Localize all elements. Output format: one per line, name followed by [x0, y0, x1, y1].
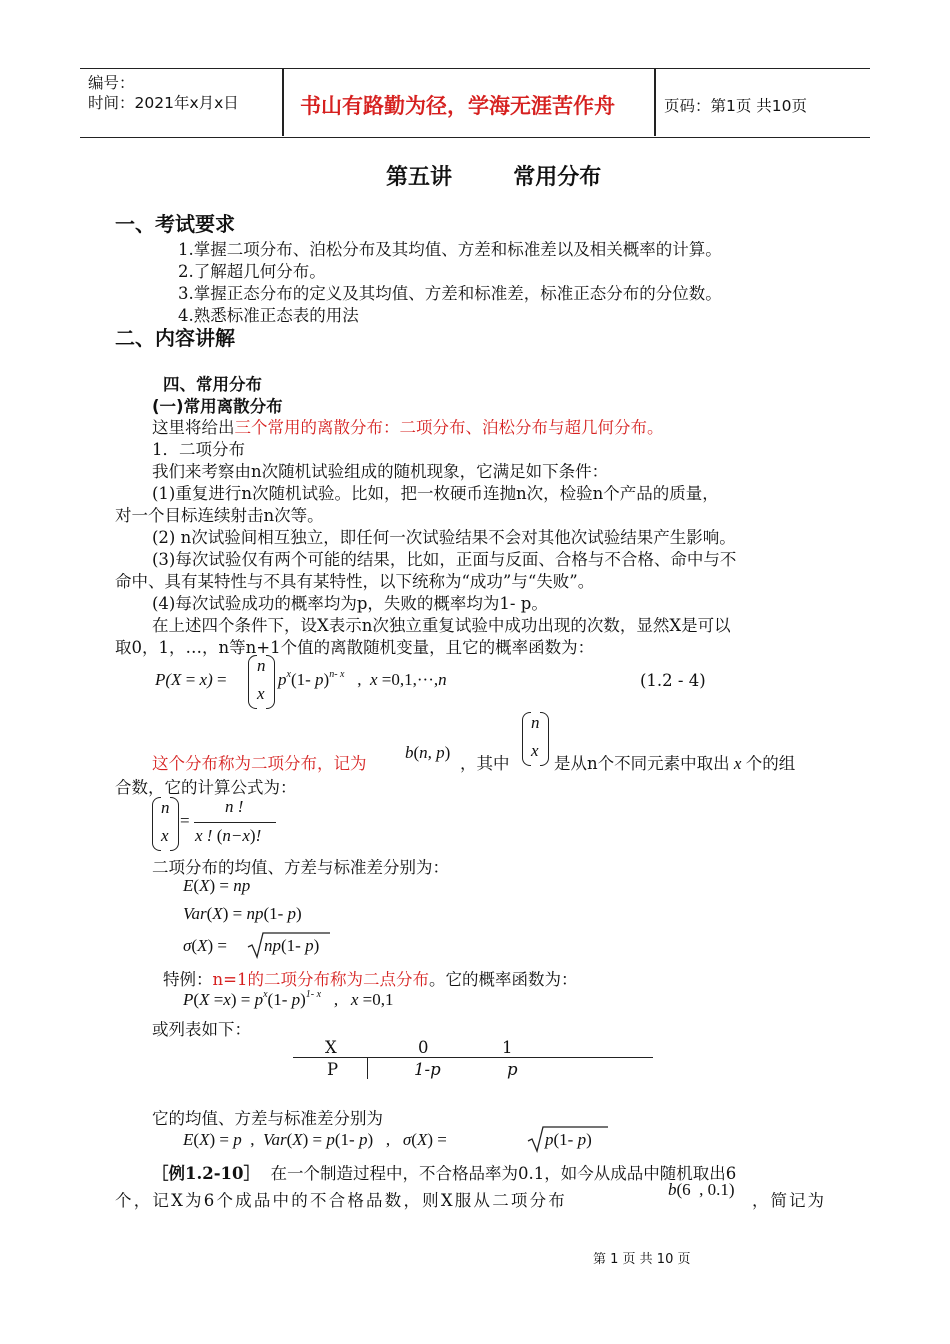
binomial-where: ，其中 — [460, 754, 510, 773]
paragraph: 在上述四个条件下，设X表示n次独立重复试验中成功出现的次数，显然X是可以 — [152, 616, 731, 635]
requirement-item: 2.了解超几何分布。 — [178, 262, 326, 281]
condition-1-cont: 对一个目标连续射击n次等。 — [115, 506, 324, 525]
table-head-1: 1 — [502, 1038, 513, 1057]
paragraph: 合数，它的计算公式为： — [115, 778, 297, 797]
section-heading: 二、内容讲解 — [115, 326, 235, 350]
header-code: 编号： — [88, 74, 135, 92]
intro-highlight: 三个常用的离散分布：二项分布、泊松分布与超几何分布。 — [234, 418, 664, 437]
table-head-x: X — [325, 1038, 337, 1057]
header-divider — [654, 68, 656, 136]
requirement-item: 3.掌握正态分布的定义及其均值、方差和标准差，标准正态分布的分位数。 — [178, 284, 722, 303]
fraction-bar — [194, 822, 276, 823]
binomial-named: 这个分布称为二项分布，记为 — [152, 754, 367, 773]
table-cell: p — [507, 1060, 518, 1079]
condition-1: (1)重复进行n次随机试验。比如，把一枚硬币连抛n次，检验n个产品的质量， — [152, 484, 719, 503]
binom-paren-left — [522, 712, 531, 766]
binom-n: n — [531, 713, 540, 732]
intro-text: 这里将给出 — [152, 418, 235, 437]
formula-mean: E(X) = np — [183, 876, 251, 895]
binomial-desc-text: 是从n个不同元素中取出 — [554, 754, 730, 773]
intro-line — [152, 414, 664, 438]
formula-variance: Var(X) = np(1- p) — [183, 904, 302, 923]
condition-3: (3)每次试验仅有两个可能的结果，比如，正面与反面、合格与不合格、命中与不 — [152, 550, 737, 569]
binom-paren-left — [248, 655, 257, 709]
var-x: x — [729, 754, 746, 773]
page-footer: 第 1 页 共 10 页 — [593, 1252, 691, 1267]
formula-two-point: $P(X =x) = p^x(1-$ p)$^{1- x}$ , x =0,1 — [183, 989, 394, 1009]
equation-number: (1.2 - 4) — [640, 671, 706, 690]
fraction-denominator: x ! (n−x)! — [195, 826, 262, 845]
formula-sd: σ(X) = — [183, 936, 227, 955]
binom-n: n — [257, 656, 266, 675]
paragraph: 二项分布的均值、方差与标准差分别为： — [152, 858, 449, 877]
fraction-numerator: n ! — [225, 797, 244, 816]
example-line-2: 个，记X为6个成品中的不合格品数，则X服从二项分布 — [115, 1191, 567, 1210]
condition-2: (2) n次试验间相互独立，即任何一次试验结果不会对其他次试验结果产生影响。 — [152, 528, 736, 547]
paragraph: 我们来考察由n次随机试验组成的随机现象，它满足如下条件： — [152, 462, 609, 481]
binom-x: x — [161, 826, 169, 845]
equals-sign: = — [180, 811, 190, 830]
paragraph: 它的均值、方差与标准差分别为 — [152, 1109, 383, 1128]
binom-x: x — [257, 684, 265, 703]
table-rule — [293, 1057, 653, 1058]
paragraph: 或列表如下： — [152, 1020, 251, 1039]
table-head-0: 0 — [418, 1038, 429, 1057]
special-case-highlight: n=1的二项分布称为二点分布 — [212, 970, 429, 989]
special-case-label: 特例： — [163, 970, 213, 989]
binom-x: x — [531, 741, 539, 760]
condition-4: (4)每次试验成功的概率均为p，失败的概率均为1- p。 — [152, 594, 548, 613]
formula-two-point-stats: E(X) = p , Var(X) = p(1- p) , σ(X) = — [183, 1130, 447, 1149]
header-motto: 书山有路勤为径，学海无涯苦作舟 — [300, 94, 615, 118]
binom-paren-right — [170, 797, 179, 851]
example-text: 在一个制造过程中，不合格品率为0.1，如今从成品中随机取出6 — [260, 1164, 737, 1183]
header-page: 页码：第1页 共10页 — [664, 97, 808, 115]
binom-n: n — [161, 798, 170, 817]
formula-sd-radicand: p(1- p) — [545, 1130, 592, 1149]
binom-paren-right — [266, 655, 275, 709]
table-row-p: P — [327, 1060, 339, 1079]
binomial-desc — [554, 750, 795, 774]
binom-paren-right — [540, 712, 549, 766]
page-title: 第五讲 常用分布 — [386, 165, 602, 190]
subsection-heading: (一)常用离散分布 — [152, 397, 283, 416]
requirement-item: 4.熟悉标准正态表的用法 — [178, 306, 359, 325]
condition-3-cont: 命中、具有某特性与不具有某特性，以下统称为“成功”与“失败”。 — [115, 572, 595, 591]
formula-pmf-lhs: P(X = x) = — [155, 670, 227, 689]
table-cell: 1-p — [414, 1060, 441, 1079]
formula-pmf-rhs: $p^x(1-$ p)$^{n- x}$ , x =0,1,···,n — [278, 669, 447, 689]
example-line — [152, 1160, 736, 1184]
binomial-desc-text2: 个的组 — [745, 754, 796, 773]
binom-paren-left — [152, 797, 161, 851]
formula-b-6-0.1: b(6 , 0.1) — [668, 1180, 735, 1199]
special-case — [163, 966, 577, 990]
paragraph: 取0，1，…，n等n+1个值的离散随机变量，且它的概率函数为： — [115, 638, 595, 657]
formula-bnp: b(n, p) — [405, 743, 451, 762]
formula-sd-radicand: np(1- p) — [264, 936, 320, 955]
example-line-2-tail: ，简记为 — [752, 1191, 826, 1210]
section-heading: 一、考试要求 — [115, 212, 235, 236]
requirement-item: 1.掌握二项分布、泊松分布及其均值、方差和标准差以及相关概率的计算。 — [178, 240, 722, 259]
table-rule — [367, 1057, 368, 1079]
binomial-title: 1．二项分布 — [152, 440, 245, 459]
special-case-tail: 。它的概率函数为： — [428, 970, 578, 989]
example-label: ［例1.2-10］ — [152, 1164, 261, 1183]
subsection-heading: 四、常用分布 — [163, 375, 262, 394]
header-time: 时间：2021年x月x日 — [88, 94, 239, 112]
header-divider — [282, 68, 284, 136]
